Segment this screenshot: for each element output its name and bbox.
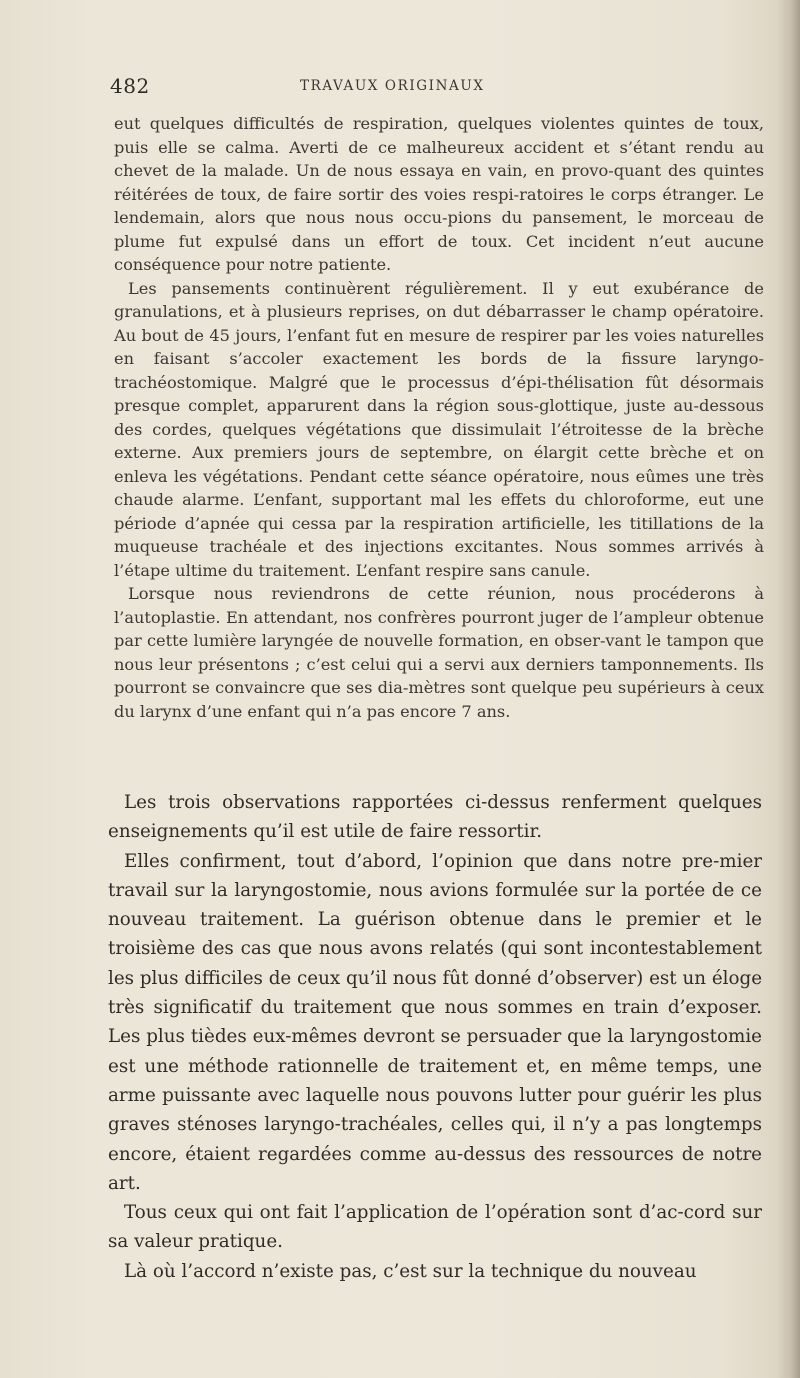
paragraph: eut quelques difficultés de respiration, quelques violentes quintes de toux, puis elle se calma. Averti de ce malheureux accident et s’étant rendu au chevet de la malade. Un de nous essaya en vain, en provo-quant des quintes réitérées de toux, de faire sortir des voies respi-ratoires le corps étranger. Le lendemain, alors que nous nous occu-pions du pansement, le morceau de plume fut expulsé dans un effort de toux. Cet incident n’eut aucune conséquence pour notre patiente. <box>114 114 764 274</box>
paragraph: Là où l’accord n’existe pas, c’est sur la technique du nouveau <box>124 1260 697 1282</box>
page-number: 482 <box>110 74 150 98</box>
paragraph: Tous ceux qui ont fait l’application de l’opération sont d’ac-cord sur sa valeur pratique. <box>108 1202 762 1253</box>
paragraph: Lorsque nous reviendrons de cette réunion, nous procéderons à l’autoplastie. En attendant, nos confrères pourront juger de l’ampleur obtenue par cette lumière laryngée de nouvelle formation, en obser-vant le tampon que nous leur présentons ; c’est celui qui a servi aux derniers tamponnements. Ils pourront se convaincre que ses dia-mètres sont quelque peu supérieurs à ceux du larynx d’une enfant qui n’a pas encore 7 ans. <box>114 584 764 721</box>
paragraph: Les pansements continuèrent régulièrement. Il y eut exubérance de granulations, et à plusieurs reprises, on dut débarrasser le champ opératoire. Au bout de 45 jours, l’enfant fut en mesure de respirer par les voies naturelles en faisant s’accoler exactement les bords de la fissure laryngo-trachéostomique. Malgré que le processus d’épi-thélisation fût désormais presque complet, apparurent dans la région sous-glottique, juste au-dessous des cordes, quelques végétations que dissimulait l’étroitesse de la brèche externe. Aux premiers jours de septembre, on élargit cette brèche et on enleva les végétations. Pendant cette séance opératoire, nous eûmes une très chaude alarme. L’enfant, supportant mal les effets du chloroforme, eut une période d’apnée qui cessa par la respiration artificielle, les titillations de la muqueuse trachéale et des injections excitantes. Nous sommes arrivés à l’étape ultime du traitement. L’enfant respire sans canule. <box>114 278 764 580</box>
discussion-text <box>108 788 762 1286</box>
page-header <box>110 74 760 102</box>
running-title: TRAVAUX ORIGINAUX <box>300 78 485 94</box>
page-edge-shadow <box>776 0 800 1378</box>
paragraph: Les trois observations rapportées ci-dessus renferment quelques enseignements qu’il est utile de faire ressortir. <box>108 792 762 843</box>
paragraph: Elles confirment, tout d’abord, l’opinion que dans notre pre-mier travail sur la laryngostomie, nous avions formulée sur la portée de ce nouveau traitement. La guérison obtenue dans le premier et le troisième des cas que nous avons relatés (qui sont incontestablement les plus difficiles de ceux qu’il nous fût donné d’observer) est un éloge très significatif du traitement que nous sommes en train d’exposer. Les plus tièdes eux-mêmes devront se persuader que la laryngostomie est une méthode rationnelle de traitement et, en même temps, une arme puissante avec laquelle nous pouvons lutter pour guérir les plus graves sténoses laryngo-trachéales, celles qui, il n’y a pas longtemps encore, étaient regardées comme au-dessus des ressources de notre art. <box>108 850 763 1194</box>
case-report-text <box>114 112 764 723</box>
